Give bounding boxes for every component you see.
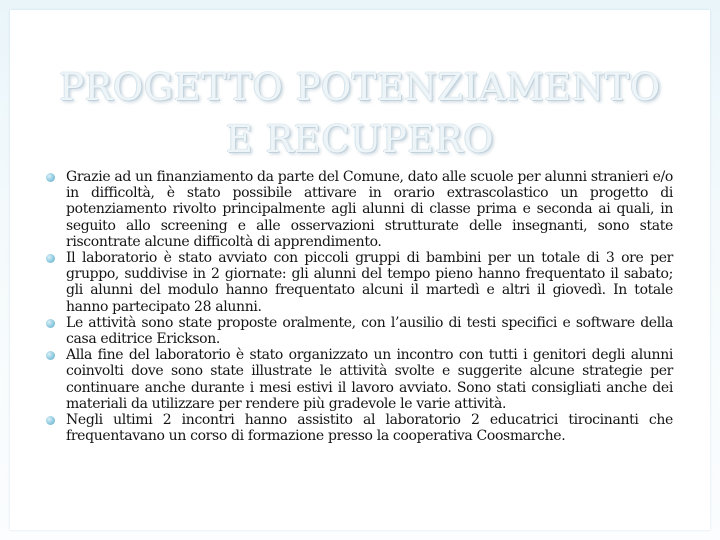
- bullet-item-5: [44, 412, 673, 444]
- bullet-dot-icon: [46, 319, 55, 328]
- bullet-dot-icon: [46, 351, 55, 360]
- bullet-item-4: [44, 347, 673, 412]
- bullet-item-2: [44, 250, 673, 315]
- bullet-item-3: [44, 315, 673, 347]
- bullet-dot-icon: [46, 173, 55, 182]
- slide-title: [40, 62, 680, 166]
- bullet-text-4: Alla fine del laboratorio è stato organizzato un incontro con tutti i genitori degli alunni coinvolti dove sono state illustrate le attività svolte e suggerite alcune strategie per continuare anche durante i mesi estivi il lavoro avviato. Sono stati consigliati anche dei materiali da utilizzare per rendere più gradevole le varie attività.: [66, 347, 673, 412]
- bullet-text-5: Negli ultimi 2 incontri hanno assistito al laboratorio 2 educatrici tirocinanti che frequentavano un corso di formazione presso la cooperativa Coosmarche.: [66, 412, 673, 445]
- bullet-dot-icon: [46, 416, 55, 425]
- bullet-text-1: Grazie ad un finanziamento da parte del Comune, dato alle scuole per alunni stranieri e/o in difficoltà, è stato possibile attivare in orario extrascolastico un progetto di potenziamento rivolto principalmente agli alunni di classe prima e seconda ai quali, in seguito allo screening e alle osservazioni strutturate delle insegnanti, sono state riscontrate alcune difficoltà di apprendimento.: [66, 169, 673, 250]
- bullet-item-1: [44, 169, 673, 250]
- bullet-list: [44, 169, 673, 444]
- bullet-dot-icon: [46, 254, 55, 263]
- bullet-text-2: Il laboratorio è stato avviato con piccoli gruppi di bambini per un totale di 3 ore per gruppo, suddivise in 2 giornate: gli alunni del tempo pieno hanno frequentato il sabato; gli alunni del modulo hanno frequentato alcuni il martedì e altri il giovedì. In totale hanno partecipato 28 alunni.: [66, 250, 673, 315]
- slide-title-line-2: E RECUPERO: [225, 118, 495, 161]
- slide-title-line-1: PROGETTO POTENZIAMENTO: [59, 66, 661, 109]
- bullet-text-3: Le attività sono state proposte oralmente, con l’ausilio di testi specifici e software della casa editrice Erickson.: [66, 314, 673, 348]
